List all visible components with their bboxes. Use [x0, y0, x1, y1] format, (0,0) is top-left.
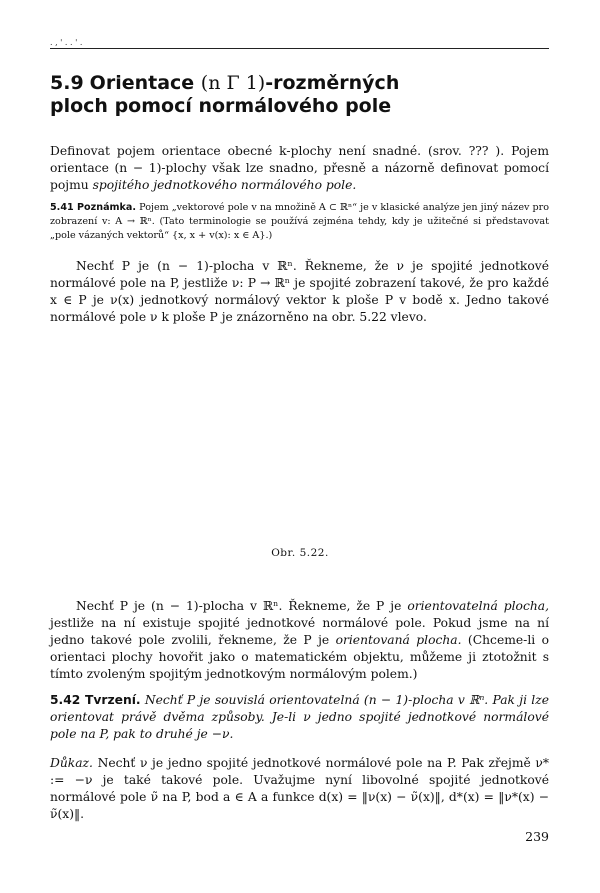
figure-caption: Obr. 5.22. [271, 547, 329, 559]
theorem-text: Nechť P je souvislá orientovatelná (n − 1)-plocha v ℝⁿ. Pak ji lze orientovat právě dvěma způsoby. Je-li ν jedno spojité jednotkové normálové pole na P, pak to druhé je −ν. [50, 693, 549, 741]
orientation-text-2: jestliže na ní existuje spojité jednotkové normálové pole. Pokud jsme na ní jedno takové pole zvolili, řekneme, že P je [50, 616, 549, 647]
orientation-emph-2: orientovaná plocha. [335, 633, 462, 647]
section-title [50, 72, 550, 118]
section-title-part2: -rozměrných [265, 72, 400, 94]
running-header: . , ' . . ' . [50, 38, 83, 47]
section-title-part1: Orientace [89, 72, 201, 94]
remark-paragraph [50, 201, 549, 243]
definition-text: Nechť P je (n − 1)-plocha v ℝⁿ. Řekneme, že ν je spojité jednotkové normálové pole na P, jestliže ν: P → ℝⁿ je spojité zobrazení takové, že pro každé x ∈ P je ν(x) jednotkový normálový vektor k ploše P v bodě x. Jedno takové normálové pole ν k ploše P je znázorněno na obr. 5.22 vlevo. [50, 259, 549, 324]
orientation-paragraph [50, 598, 549, 683]
figure-5-22 [50, 340, 549, 530]
section-title-line2: ploch pomocí normálového pole [50, 95, 392, 117]
section-number: 5.9 [50, 72, 84, 94]
remark-text: Pojem „vektorové pole v na množině A ⊂ ℝⁿ“ je v klasické analýze jen jiný název pro zobrazení v: A → ℝⁿ. (Tato terminologie se používá zejména tehdy, kdy je užitečné si představovat „pole vázaných vektorů“ {x, x + v(x): x ∈ A}.) [50, 202, 549, 241]
page-number: 239 [525, 829, 549, 844]
theorem-label: 5.42 Tvrzení. [50, 693, 141, 707]
proof-text: Nechť ν je jedno spojité jednotkové normálové pole na P. Pak zřejmě ν* := −ν je také takové pole. Uvažujme nyní libovolné spojité jednotkové normálové pole ν̃ na P, bod a ∈ A a funkce d(x) = ‖ν(x) − ν̃(x)‖, d*(x) = ‖ν*(x) − ν̃(x)‖. [50, 756, 549, 821]
intro-paragraph [50, 143, 549, 194]
proof-label: Důkaz. [50, 756, 93, 770]
proof-paragraph [50, 755, 549, 823]
remark-label: 5.41 Poznámka. [50, 202, 137, 213]
section-title-math: (n Γ 1) [200, 72, 266, 94]
orientation-text-3: (Chceme-li o orientaci plochy hovořit jako o matematickém objektu, můžeme ji ztotožnit s tímto zvoleným spojitým jednotkovým normálovým polem.) [50, 633, 549, 681]
definition-paragraph [50, 258, 549, 326]
header-rule [50, 48, 549, 49]
theorem-paragraph [50, 692, 549, 743]
intro-text: Definovat pojem orientace obecné k-plochy není snadné. (srov. ??? ). Pojem orientace (n − 1)-plochy však lze snadno, přesně a názorně definovat pomocí pojmu [50, 144, 549, 192]
orientation-text-1: Nechť P je (n − 1)-plocha v ℝⁿ. Řekneme, že P je [76, 599, 408, 613]
intro-emphasis: spojitého jednotkového normálového pole. [92, 178, 357, 192]
orientation-emph-1: orientovatelná plocha, [407, 599, 549, 613]
